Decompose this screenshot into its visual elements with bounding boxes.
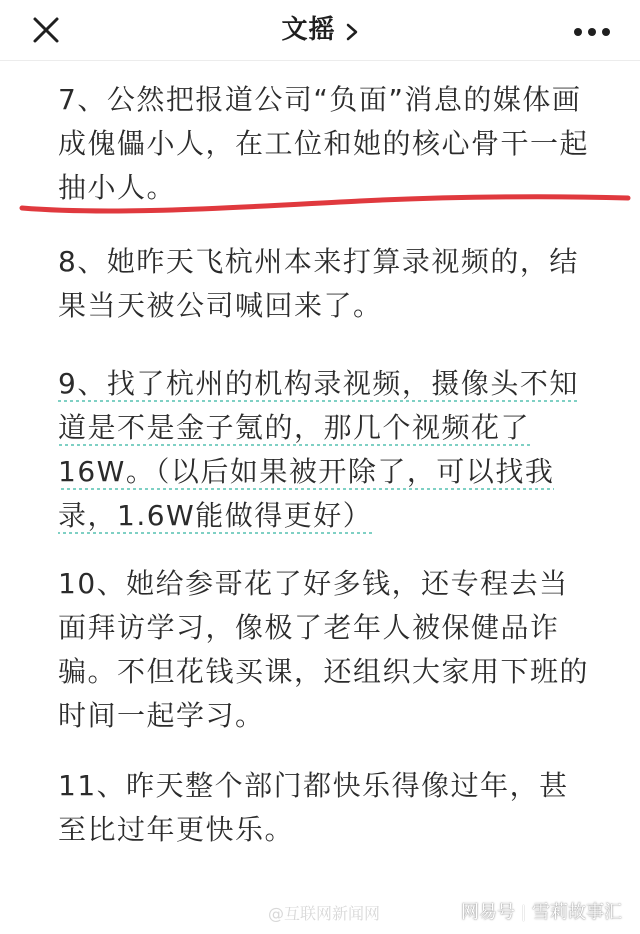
page-title[interactable]: 文摇 <box>281 15 336 45</box>
list-item: 8、她昨天飞杭州本来打算录视频的，结果当天被公司喊回来了。 <box>58 245 579 322</box>
highlighted-text: 9、找了杭州的机构录视频，摄像头不知道是不是金子氪的，那几个视频花了16W。（以后如果被开除了，可以找我录，1.6W能做得更好） <box>58 367 579 532</box>
chevron-right-icon <box>345 22 359 42</box>
list-item: 10、她给参哥花了好多钱，还专程去当面拜访学习，像极了老年人被保健品诈骗。不但花钱买课，还组织大家用下班的时间一起学习。 <box>58 567 590 732</box>
more-dots-icon <box>570 10 614 50</box>
watermark-left: @互联网新闻网 <box>268 904 381 923</box>
title-area[interactable] <box>0 10 640 50</box>
list-item: 11、昨天整个部门都快乐得像过年，甚至比过年更快乐。 <box>58 769 569 846</box>
watermark-right-b: 雪莉故事汇 <box>532 902 622 923</box>
list-item: 7、公然把报道公司“负面”消息的媒体画成傀儡小人，在工位和她的核心骨干一起抽小人。 <box>58 83 590 204</box>
watermark-bar <box>0 894 640 934</box>
watermark-right-a: 网易号 <box>461 902 515 923</box>
watermark-divider <box>523 905 524 921</box>
watermark-right <box>461 898 622 924</box>
list-item <box>58 362 598 538</box>
top-nav-bar <box>0 0 640 61</box>
more-button[interactable] <box>570 10 614 50</box>
